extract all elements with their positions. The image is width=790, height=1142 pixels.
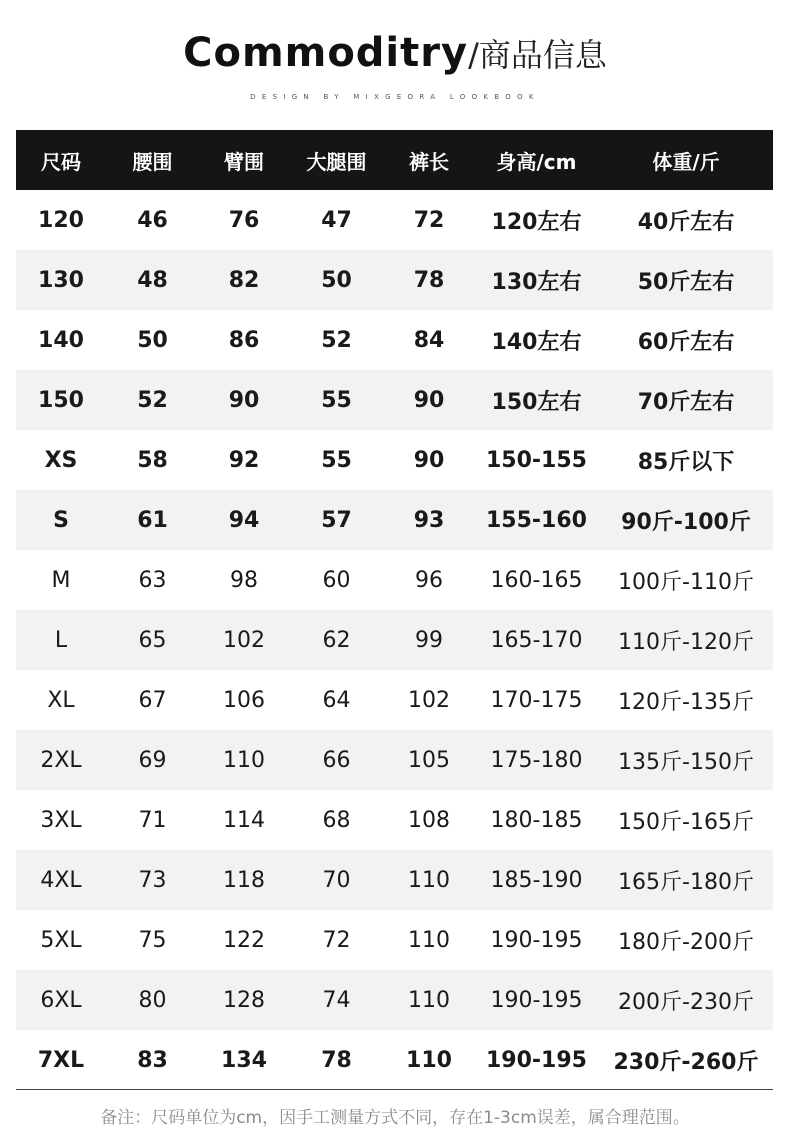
cell-waist: 73 — [138, 867, 167, 893]
cell-size: XS — [44, 447, 78, 473]
cell-thigh: 74 — [322, 987, 351, 1013]
cell-waist: 58 — [137, 447, 168, 473]
cell-waist: 75 — [138, 927, 167, 953]
cell-waist: 52 — [137, 387, 168, 413]
cell-length: 105 — [408, 747, 450, 773]
cell-size: S — [53, 507, 69, 533]
table-header — [16, 130, 773, 190]
cell-weight: 150斤-165斤 — [618, 809, 754, 835]
footer-divider — [16, 1089, 773, 1090]
cell-length: 102 — [408, 687, 450, 713]
column-header-thigh: 大腿围 — [306, 149, 367, 174]
cell-height: 180-185 — [490, 807, 583, 833]
cell-waist: 83 — [137, 1047, 168, 1073]
cell-height: 140左右 — [491, 329, 582, 355]
cell-hip: 86 — [228, 327, 260, 353]
cell-length: 108 — [408, 807, 450, 833]
cell-length: 90 — [413, 387, 445, 413]
cell-thigh: 66 — [322, 747, 351, 773]
cell-thigh: 78 — [321, 1047, 352, 1073]
cell-waist: 50 — [137, 327, 168, 353]
cell-thigh: 50 — [321, 267, 352, 293]
cell-height: 120左右 — [491, 209, 582, 235]
subtitle: DESIGN BY MIXGEORA LOOKBOOK — [250, 93, 540, 101]
cell-size: 120 — [38, 207, 84, 233]
table-row — [16, 730, 773, 790]
cell-weight: 40斤左右 — [637, 209, 735, 235]
table-row — [16, 670, 773, 730]
cell-weight: 100斤-110斤 — [618, 569, 754, 595]
cell-hip: 92 — [228, 447, 260, 473]
cell-hip: 76 — [228, 207, 260, 233]
page-title — [0, 30, 790, 76]
cell-length: 110 — [408, 927, 450, 953]
column-header-weight: 体重/斤 — [652, 149, 720, 174]
cell-thigh: 57 — [321, 507, 352, 533]
cell-hip: 102 — [223, 627, 265, 653]
cell-length: 110 — [408, 987, 450, 1013]
cell-weight: 135斤-150斤 — [618, 749, 754, 775]
cell-waist: 80 — [138, 987, 167, 1013]
table-row — [16, 610, 773, 670]
table-row — [16, 370, 773, 430]
table-body — [16, 190, 773, 1090]
header — [0, 0, 790, 130]
cell-length: 110 — [408, 867, 450, 893]
cell-length: 90 — [413, 447, 445, 473]
cell-thigh: 72 — [322, 927, 351, 953]
cell-weight: 50斤左右 — [637, 269, 735, 295]
cell-height: 190-195 — [490, 927, 583, 953]
cell-waist: 63 — [138, 567, 167, 593]
table-row — [16, 430, 773, 490]
cell-weight: 85斤以下 — [637, 449, 735, 475]
table-row — [16, 550, 773, 610]
cell-thigh: 62 — [322, 627, 351, 653]
cell-weight: 200斤-230斤 — [618, 989, 754, 1015]
cell-size: 130 — [38, 267, 84, 293]
cell-length: 99 — [415, 627, 443, 653]
cell-size: 4XL — [40, 867, 82, 893]
cell-size: M — [51, 567, 71, 593]
cell-hip: 82 — [228, 267, 260, 293]
cell-size: L — [54, 627, 68, 653]
cell-length: 110 — [406, 1047, 452, 1073]
title-english: Commoditry — [183, 30, 469, 76]
title-chinese: /商品信息 — [468, 36, 607, 74]
table-row — [16, 1030, 773, 1090]
cell-height: 175-180 — [490, 747, 583, 773]
cell-thigh: 70 — [322, 867, 351, 893]
cell-size: XL — [47, 687, 75, 713]
cell-height: 170-175 — [490, 687, 583, 713]
cell-thigh: 55 — [321, 387, 352, 413]
cell-weight: 70斤左右 — [637, 389, 735, 415]
cell-height: 130左右 — [491, 269, 582, 295]
cell-weight: 110斤-120斤 — [618, 629, 754, 655]
cell-height: 155-160 — [486, 507, 587, 533]
footer-note: 备注：尺码单位为cm，因手工测量方式不同，存在1-3cm误差，属合理范围。 — [100, 1108, 690, 1128]
cell-waist: 46 — [137, 207, 168, 233]
cell-thigh: 52 — [321, 327, 352, 353]
cell-height: 190-195 — [486, 1047, 587, 1073]
cell-size: 5XL — [40, 927, 82, 953]
column-header-height: 身高/cm — [496, 149, 577, 174]
table-row — [16, 790, 773, 850]
column-header-hip: 臂围 — [224, 149, 264, 174]
cell-waist: 48 — [137, 267, 168, 293]
table-row — [16, 490, 773, 550]
cell-size: 3XL — [40, 807, 82, 833]
cell-weight: 180斤-200斤 — [618, 929, 754, 955]
cell-height: 165-170 — [490, 627, 583, 653]
cell-waist: 65 — [138, 627, 167, 653]
cell-hip: 90 — [228, 387, 260, 413]
cell-hip: 122 — [223, 927, 265, 953]
cell-hip: 98 — [230, 567, 258, 593]
cell-size: 140 — [38, 327, 84, 353]
cell-waist: 61 — [137, 507, 168, 533]
cell-weight: 60斤左右 — [637, 329, 735, 355]
cell-height: 190-195 — [490, 987, 583, 1013]
cell-hip: 134 — [221, 1047, 267, 1073]
cell-length: 78 — [413, 267, 445, 293]
column-header-waist: 腰围 — [132, 149, 173, 174]
cell-weight: 230斤-260斤 — [613, 1049, 759, 1075]
table-row — [16, 970, 773, 1030]
cell-height: 150左右 — [491, 389, 582, 415]
cell-thigh: 64 — [322, 687, 351, 713]
cell-waist: 67 — [138, 687, 167, 713]
cell-height: 160-165 — [490, 567, 583, 593]
cell-hip: 110 — [223, 747, 265, 773]
column-header-length: 裤长 — [409, 149, 449, 174]
cell-thigh: 60 — [322, 567, 351, 593]
table-row — [16, 850, 773, 910]
cell-waist: 71 — [138, 807, 167, 833]
cell-length: 72 — [413, 207, 445, 233]
cell-size: 7XL — [37, 1047, 85, 1073]
cell-thigh: 68 — [322, 807, 351, 833]
cell-hip: 128 — [223, 987, 265, 1013]
cell-weight: 90斤-100斤 — [621, 509, 751, 535]
column-header-size: 尺码 — [41, 149, 81, 174]
cell-hip: 94 — [228, 507, 260, 533]
cell-thigh: 47 — [321, 207, 352, 233]
cell-height: 150-155 — [486, 447, 587, 473]
cell-hip: 106 — [223, 687, 265, 713]
cell-waist: 69 — [138, 747, 167, 773]
cell-weight: 165斤-180斤 — [618, 869, 754, 895]
cell-size: 2XL — [40, 747, 82, 773]
cell-length: 93 — [413, 507, 445, 533]
cell-hip: 114 — [223, 807, 265, 833]
cell-hip: 118 — [223, 867, 265, 893]
table-row — [16, 250, 773, 310]
table-row — [16, 190, 773, 250]
table-row — [16, 310, 773, 370]
cell-length: 84 — [413, 327, 445, 353]
table-row — [16, 910, 773, 970]
cell-thigh: 55 — [321, 447, 352, 473]
cell-weight: 120斤-135斤 — [618, 689, 754, 715]
cell-size: 150 — [38, 387, 84, 413]
cell-height: 185-190 — [490, 867, 583, 893]
cell-length: 96 — [415, 567, 443, 593]
cell-size: 6XL — [40, 987, 82, 1013]
size-table — [16, 130, 773, 1090]
